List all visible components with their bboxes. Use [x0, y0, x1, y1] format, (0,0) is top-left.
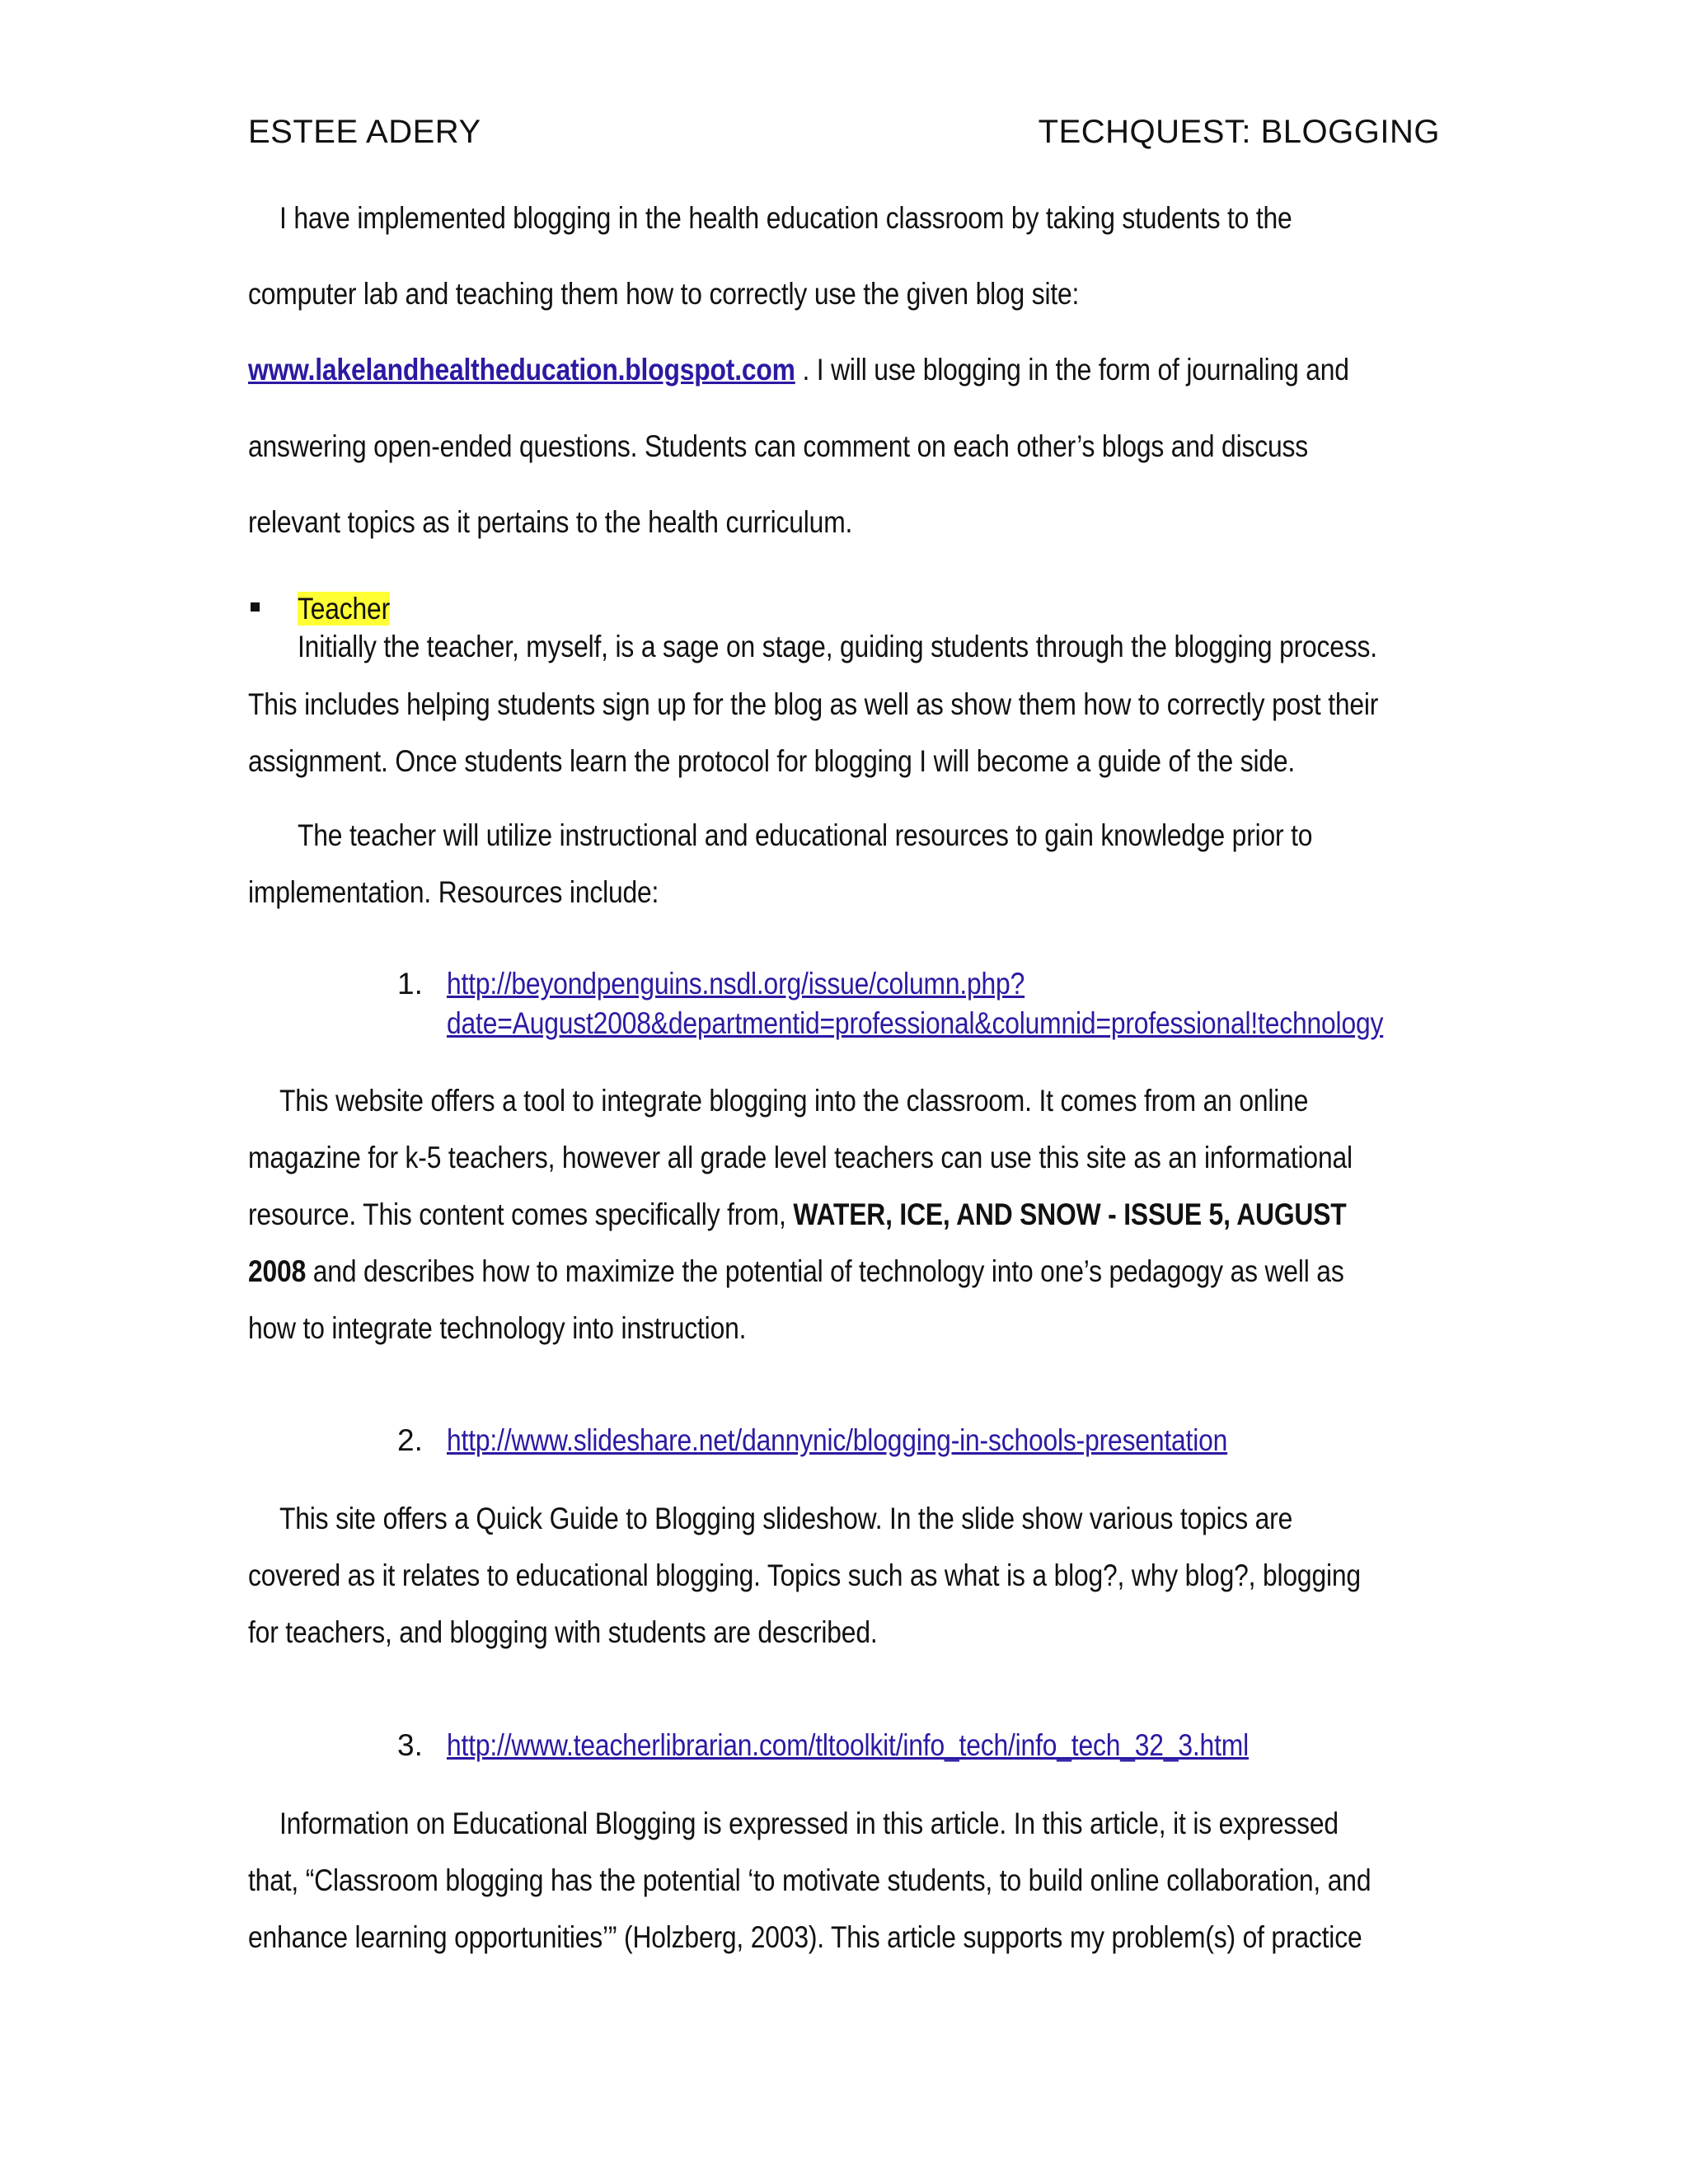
resource-1-url-line-1 [447, 967, 1025, 1001]
resource-1-desc-line-3 [248, 1197, 1347, 1232]
resource-1-desc-line-4 [248, 1254, 1344, 1289]
resource-1-desc-line-1: This website offers a tool to integrate blogging into the classroom. It comes from an online [279, 1084, 1309, 1118]
resource-1-link-continued[interactable]: date=August2008&departmentid=professional&columnid=professional!technology [447, 1006, 1384, 1040]
teacher-line-1: Initially the teacher, myself, is a sage on stage, guiding students through the blogging process. [298, 630, 1377, 663]
teacher-line-3: assignment. Once students learn the protocol for blogging I will become a guide of the side. [248, 744, 1296, 778]
intro-line-4: answering open-ended questions. Students can comment on each other’s blogs and discuss [248, 429, 1308, 463]
resource-2-number: 2. [397, 1423, 423, 1457]
bullet-square-icon [251, 602, 260, 612]
teacher-line-2: This includes helping students sign up for the blog as well as show them how to correctly post their [248, 687, 1379, 721]
resource-3-url-line [447, 1728, 1249, 1763]
resource-1-desc-line-2: magazine for k-5 teachers, however all grade level teachers can use this site as an informational [248, 1141, 1353, 1174]
blog-site-link[interactable]: www.lakelandhealtheducation.blogspot.com [248, 353, 795, 387]
resource-2-desc-line-2: covered as it relates to educational blogging. Topics such as what is a blog?, why blog?, blogging [248, 1558, 1361, 1592]
teacher-heading [298, 592, 390, 626]
teacher-heading-text: Teacher [298, 592, 391, 626]
intro-line-3-rest: . I will use blogging in the form of journaling and [795, 353, 1349, 387]
resource-3-link[interactable]: http://www.teacherlibrarian.com/tltoolkit/info_tech/info_tech_32_3.html [447, 1728, 1249, 1762]
intro-line-1: I have implemented blogging in the health education classroom by taking students to the [279, 201, 1292, 235]
resource-2-desc-line-1: This site offers a Quick Guide to Blogging slideshow. In the slide show various topics are [279, 1502, 1293, 1535]
resource-2-url-line [447, 1423, 1227, 1458]
resource-1-desc-line-4-rest: and describes how to maximize the potential of technology into one’s pedagogy as well as [306, 1254, 1344, 1288]
resource-3-desc-line-3: enhance learning opportunities’” (Holzberg, 2003). This article supports my problem(s) of practice [248, 1920, 1362, 1954]
intro-line-3 [248, 353, 1349, 387]
resource-1-issue-title: WATER, ICE, AND SNOW - ISSUE 5, AUGUST [793, 1197, 1347, 1231]
teacher-line-4: The teacher will utilize instructional and educational resources to gain knowledge prior to [298, 818, 1313, 852]
intro-line-2: computer lab and teaching them how to correctly use the given blog site: [248, 277, 1080, 311]
author-name: ESTEE ADERY [248, 114, 481, 150]
resource-1-desc-line-3-pre: resource. This content comes specifically from, [248, 1197, 794, 1231]
resource-3-desc-line-2: that, “Classroom blogging has the potential ‘to motivate students, to build online collaboration, and [248, 1863, 1372, 1897]
teacher-line-5: implementation. Resources include: [248, 875, 659, 909]
intro-line-5: relevant topics as it pertains to the health curriculum. [248, 505, 853, 539]
resource-2-link[interactable]: http://www.slideshare.net/dannynic/blogging-in-schools-presentation [447, 1423, 1228, 1457]
resource-1-number: 1. [397, 967, 423, 1001]
resource-2-desc-line-3: for teachers, and blogging with students are described. [248, 1615, 878, 1649]
document-title: TECHQUEST: BLOGGING [1038, 114, 1440, 150]
resource-1-issue-year: 2008 [248, 1254, 307, 1288]
resource-3-desc-line-1: Information on Educational Blogging is expressed in this article. In this article, it is expressed [279, 1807, 1339, 1840]
resource-1-url-line-2 [447, 1006, 1383, 1041]
resource-1-desc-line-5: how to integrate technology into instruction. [248, 1311, 747, 1345]
resource-3-number: 3. [397, 1728, 423, 1762]
resource-1-link[interactable]: http://beyondpenguins.nsdl.org/issue/column.php? [447, 967, 1025, 1001]
